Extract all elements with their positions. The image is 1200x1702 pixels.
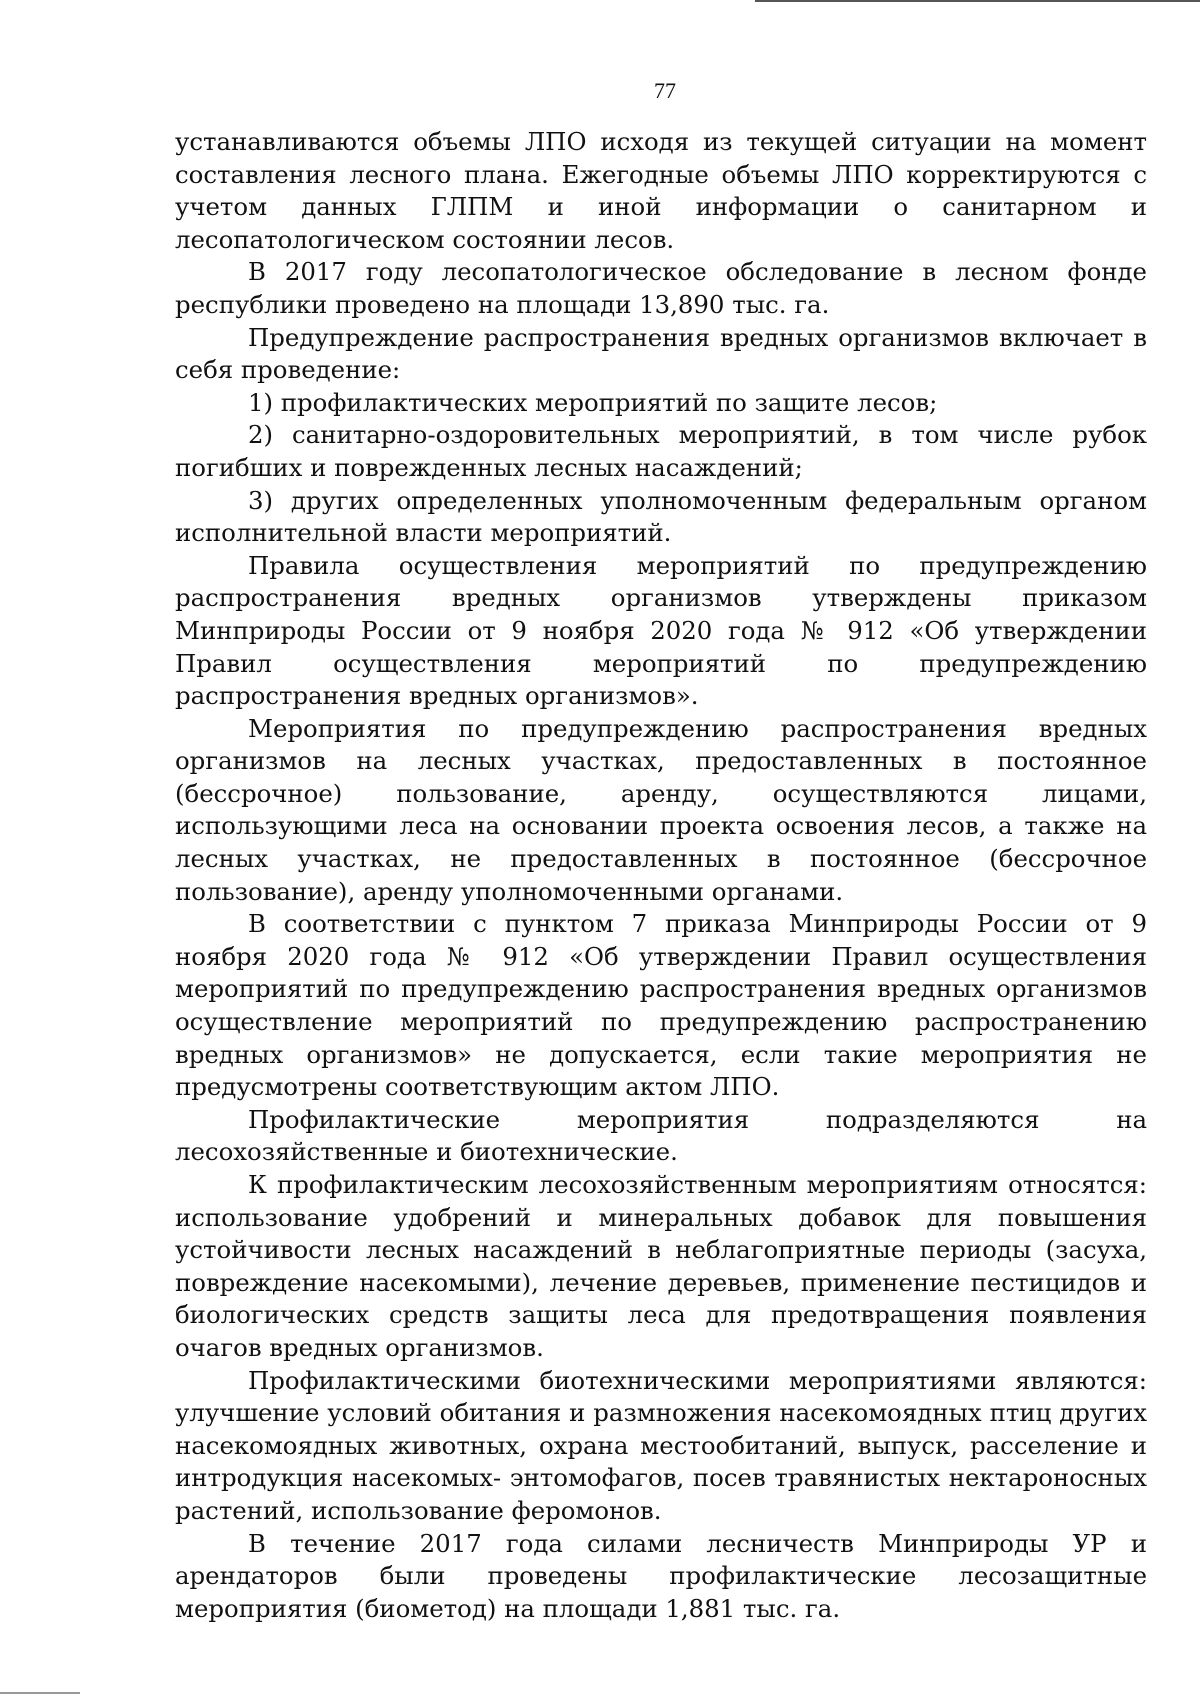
list-item-3: 3) других определенных уполномоченным федеральным органом исполнительной власти мероприятий.	[175, 485, 1147, 548]
paragraph-10: В течение 2017 года силами лесничеств Минприроды УР и арендаторов были проведены профилактические лесозащитные мероприятия (биометод) на площади 1,881 тыс. га.	[175, 1528, 1147, 1623]
paragraph-5: Мероприятия по предупреждению распространения вредных организмов на лесных участках, предоставленных в постоянное (бессрочное) пользование, аренду, осуществляются лицами, использующими леса на основании проекта освоения лесов, а также на лесных участках, не предоставленных в постоянное (бессрочное пользование), аренду уполномоченными органами.	[175, 713, 1147, 906]
paragraph-4: Правила осуществления мероприятий по предупреждению распространения вредных организмов утверждены приказом Минприроды России от 9 ноября 2020 года № 912 «Об утверждении Правил осуществления мероприятий по предупреждению распространения вредных организмов».	[175, 550, 1147, 711]
list-item-1: 1) профилактических мероприятий по защите лесов;	[248, 387, 938, 417]
paragraph-7: Профилактические мероприятия подразделяются на лесохозяйственные и биотехнические.	[175, 1104, 1147, 1167]
paragraph-8: К профилактическим лесохозяйственным мероприятиям относятся: использование удобрений и минеральных добавок для повышения устойчивости лесных насаждений в неблагоприятные периоды (засуха, повреждение насекомыми), лечение деревьев, применение пестицидов и биологических средств защиты леса для предотвращения появления очагов вредных организмов.	[175, 1170, 1147, 1362]
list-item-2: 2) санитарно-оздоровительных мероприятий, в том числе рубок погибших и поврежденных лесных насаждений;	[175, 420, 1147, 482]
scan-edge-line	[755, 0, 1200, 2]
paragraph-2: В 2017 году лесопатологическое обследование в лесном фонде республики проведено на площади 13,890 тыс. га.	[175, 257, 1147, 319]
document-body	[175, 126, 1147, 1625]
page-number: 77	[654, 78, 676, 103]
scan-edge-line-bottom	[0, 1692, 80, 1694]
paragraph-9: Профилактическими биотехническими мероприятиями являются: улучшение условий обитания и размножения насекомоядных птиц других насекомоядных животных, охрана местообитаний, выпуск, расселение и интродукция насекомых- энтомофагов, посев травянистых нектароносных растений, использование феромонов.	[175, 1365, 1147, 1525]
paragraph-3: Предупреждение распространения вредных организмов включает в себя проведение:	[175, 322, 1147, 385]
paragraph-1: устанавливаются объемы ЛПО исходя из текущей ситуации на момент составления лесного плана. Ежегодные объемы ЛПО корректируются с учетом данных ГЛПМ и иной информации о санитарном и лесопатологическом состоянии лесов.	[175, 127, 1147, 254]
paragraph-6: В соответствии с пунктом 7 приказа Минприроды России от 9 ноября 2020 года № 912 «Об утверждении Правил осуществления мероприятий по предупреждению распространения вредных организмов осуществление мероприятий по предупреждению распространению вредных организмов» не допускается, если такие мероприятия не предусмотрены соответствующим актом ЛПО.	[175, 909, 1147, 1102]
